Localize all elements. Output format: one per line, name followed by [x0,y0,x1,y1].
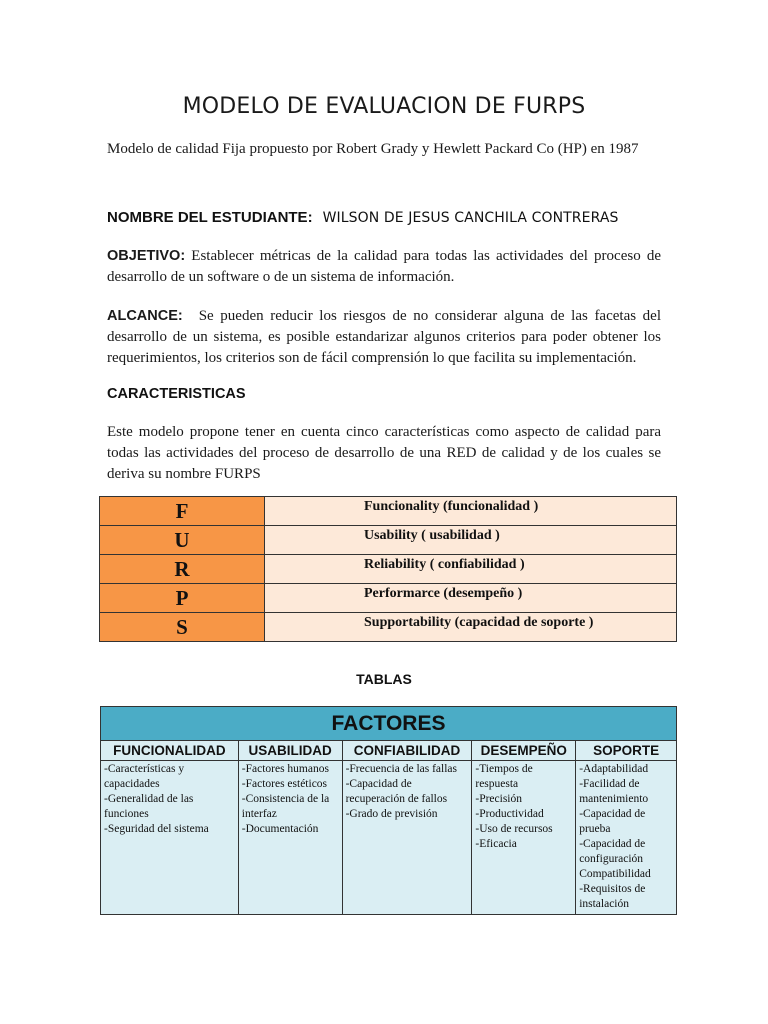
student-line [107,209,619,226]
intro-paragraph: Este modelo propone tener en cuenta cinco características como aspecto de calidad para todas las actividades del proceso de desarrollo de una RED de calidad y de los cuales se deriva su nombre FURPS [107,424,661,482]
list-item: -Generalidad de las funciones [104,793,194,820]
objetivo-label: OBJETIVO: [107,248,186,264]
objetivo-text: Establecer métricas de la calidad para todas las actividades del proceso de desarrollo de un software o de un sistema de información. [107,248,661,285]
factores-body-row [101,761,677,915]
furps-description: Performarce (desempeño ) [265,584,677,613]
furps-letter: F [100,497,265,526]
list-item: -Seguridad del sistema [104,823,209,835]
factor-cell-funcionalidad [101,761,239,915]
list-item: -Capacidad de configuración [579,838,646,865]
factor-cell-soporte [576,761,677,915]
factores-table [100,706,677,915]
alcance-paragraph [107,306,661,369]
furps-letter: P [100,584,265,613]
tablas-heading: TABLAS [356,671,412,687]
alcance-text: Se pueden reducir los riesgos de no considerar alguna de las facetas del desarrollo de un sistema, es posible estandarizar algunos criterios para poder obtener los requerimientos, los criterios son de fácil comprensión lo que facilita su implementación. [107,308,661,366]
list-item: -Frecuencia de las fallas [345,763,458,775]
furps-description: Supportability (capacidad de soporte ) [265,613,677,642]
factores-header-row [101,741,677,761]
list-item: Compatibilidad [579,868,651,880]
table-row [100,526,677,555]
column-header: DESEMPEÑO [472,741,576,761]
list-item: -Adaptabilidad [579,763,649,775]
objetivo-paragraph [107,246,661,288]
list-item: -Documentación [241,823,319,835]
furps-letter: R [100,555,265,584]
furps-letter: U [100,526,265,555]
factor-cell-confiabilidad [342,761,472,915]
furps-letter: S [100,613,265,642]
document-title: MODELO DE EVALUACION DE FURPS [182,94,586,119]
factor-cell-usabilidad [238,761,342,915]
factores-title: FACTORES [101,707,677,741]
list-item: -Eficacia [475,838,517,850]
column-header: SOPORTE [576,741,677,761]
list-item: -Productividad [475,808,544,820]
list-item: -Capacidad de prueba [579,808,646,835]
column-header: USABILIDAD [238,741,342,761]
furps-description: Usability ( usabilidad ) [265,526,677,555]
student-name: WILSON DE JESUS CANCHILA CONTRERAS [322,210,619,226]
list-item: -Uso de recursos [475,823,553,835]
caracteristicas-heading: CARACTERISTICAS [107,386,246,402]
furps-description: Funcionality (funcionalidad ) [265,497,677,526]
column-header: CONFIABILIDAD [342,741,472,761]
list-item: -Tiempos de respuesta [475,763,533,790]
list-item: -Factores estéticos [241,778,328,790]
list-item: -Facilidad de mantenimiento [579,778,649,805]
column-header: FUNCIONALIDAD [101,741,239,761]
list-item: -Precisión [475,793,522,805]
furps-description: Reliability ( confiabilidad ) [265,555,677,584]
student-label: NOMBRE DEL ESTUDIANTE: [107,209,313,226]
list-item: -Factores humanos [241,763,329,775]
list-item: -Características y capacidades [104,763,185,790]
table-row [100,613,677,642]
document-subtitle: Modelo de calidad Fija propuesto por Robert Grady y Hewlett Packard Co (HP) en 1987 [107,141,639,157]
list-item: -Grado de previsión [345,808,438,820]
table-row [100,497,677,526]
furps-table [99,496,677,642]
factor-cell-desempeno [472,761,576,915]
list-item: -Requisitos de instalación [579,883,646,910]
alcance-label: ALCANCE: [107,308,183,324]
list-item: -Consistencia de la interfaz [241,793,330,820]
table-row [100,584,677,613]
table-row [100,555,677,584]
list-item: -Capacidad de recuperación de fallos [345,778,448,805]
